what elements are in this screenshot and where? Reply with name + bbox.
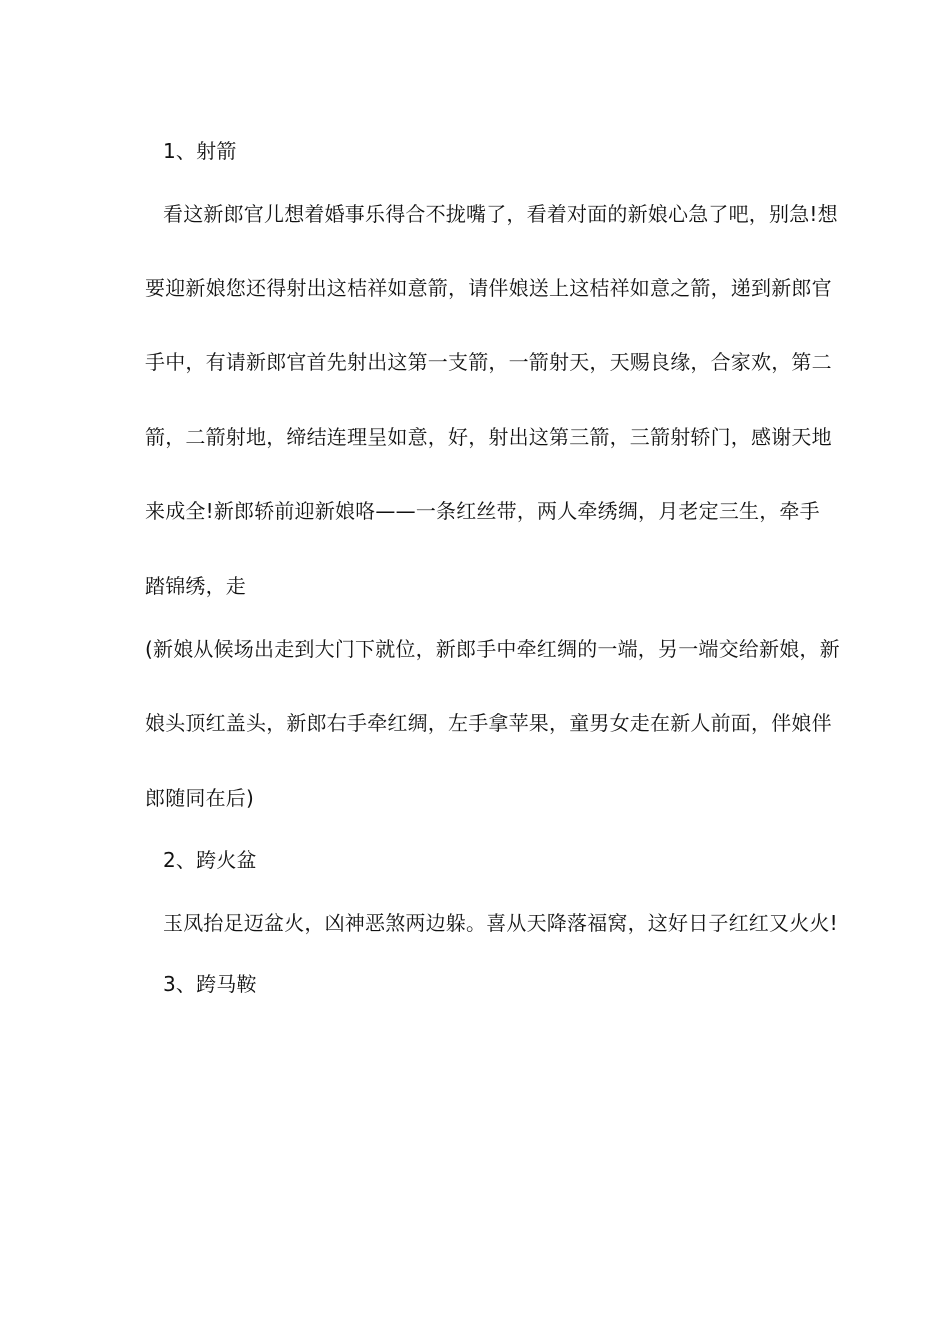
paragraph-line: (新娘从候场出走到大门下就位，新郎手中牵红绸的一端，另一端交给新娘，新 bbox=[145, 637, 840, 661]
paragraph-line: 要迎新娘您还得射出这桔祥如意箭，请伴娘送上这桔祥如意之箭，递到新郎官 bbox=[145, 276, 832, 300]
paragraph-line: 踏锦绣，走 bbox=[145, 574, 246, 598]
paragraph-line: 箭，二箭射地，缔结连理呈如意，好，射出这第三箭，三箭射轿门，感谢天地 bbox=[145, 425, 832, 449]
paragraph-line: 玉凤抬足迈盆火，凶神恶煞两边躲。喜从天降落福窝，这好日子红红又火火! bbox=[163, 911, 838, 935]
paragraph-line: 看这新郎官儿想着婚事乐得合不拢嘴了，看着对面的新娘心急了吧，别急!想 bbox=[163, 202, 838, 226]
paragraph-line: 手中，有请新郎官首先射出这第一支箭，一箭射天，天赐良缘，合家欢，第二 bbox=[145, 350, 832, 374]
section-heading-archery: 1、射箭 bbox=[163, 139, 237, 163]
paragraph-line: 娘头顶红盖头，新郎右手牵红绸，左手拿苹果，童男女走在新人前面，伴娘伴 bbox=[145, 711, 832, 735]
paragraph-line: 来成全!新郎轿前迎新娘咯——一条红丝带，两人牵绣绸，月老定三生，牵手 bbox=[145, 499, 820, 523]
section-heading-fire-basin: 2、跨火盆 bbox=[163, 848, 257, 872]
paragraph-line: 郎随同在后) bbox=[145, 786, 255, 810]
section-heading-saddle: 3、跨马鞍 bbox=[163, 972, 257, 996]
